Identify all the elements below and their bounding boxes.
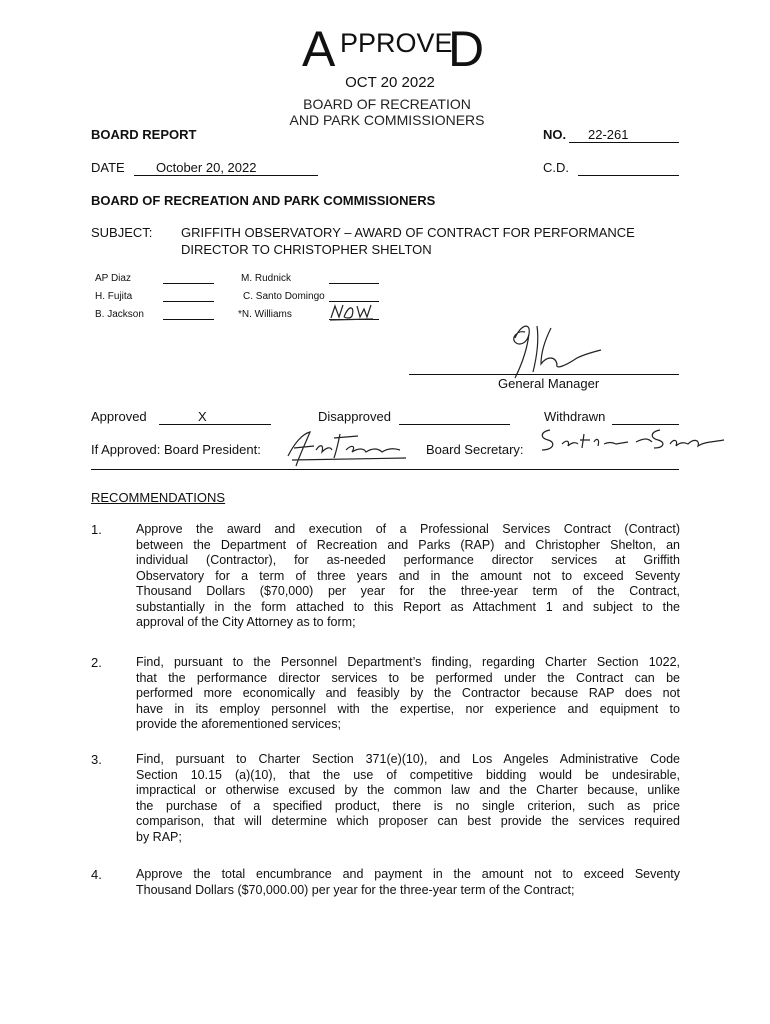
cd-label: C.D. (543, 160, 569, 175)
report-number-label: NO. (543, 127, 567, 142)
text-line: Observatory for a term of three years and in the amount not to exceed Seventy (136, 568, 680, 583)
commissioner-diaz-line (163, 272, 214, 284)
text-line: Approve the total encumbrance and payment in the amount not to exceed Seventy (136, 867, 680, 881)
approved-stamp (300, 22, 490, 76)
report-number-value (569, 127, 679, 143)
stamp-board-line2: AND PARK COMMISSIONERS (289, 112, 485, 128)
text-line: comparison, that will determine which proposer can best provide the services required (136, 814, 680, 828)
stamp-date: OCT 20 2022 (345, 74, 435, 91)
text-line: approval of the City Attorney as to form; (136, 615, 356, 629)
board-president-signature (280, 426, 420, 470)
recommendation-number: 1. (91, 522, 102, 537)
text-line: Thousand Dollars ($70,000.00) per year for the three-year term of the Contract; (136, 882, 575, 897)
subject-line-2: DIRECTOR TO CHRISTOPHER SHELTON (181, 242, 432, 257)
recommendation-number: 4. (91, 867, 102, 882)
text-line: provide the aforementioned services; (136, 717, 341, 731)
recommendation-number: 3. (91, 752, 102, 767)
text-line: Thousand Dollars ($70,000) per year for the three-year term of the Contract, (136, 584, 680, 598)
stamp-board-line1: BOARD OF RECREATION (303, 96, 471, 112)
text-line: Approve the award and execution of a Professional Services Contract (Contract) (136, 522, 680, 536)
date-label: DATE (91, 160, 125, 175)
signature-separator-line (91, 469, 679, 470)
recommendation-text (136, 655, 680, 733)
report-number-text: 22-261 (588, 127, 629, 142)
commissioner-fujita-line (163, 290, 214, 302)
commissioner-jackson: B. Jackson (95, 309, 144, 320)
commissioner-santo-domingo-line (329, 290, 379, 302)
approved-label: Approved (91, 409, 147, 424)
recommendation-text (136, 752, 680, 845)
recommendation-text (136, 522, 680, 631)
text-line: Find, pursuant to Charter Section 371(e)(10), and Los Angeles Administrative Code (136, 752, 680, 766)
text-line: Find, pursuant to the Personnel Department’s finding, regarding Charter Section 1022, (136, 655, 680, 669)
general-manager-label: General Manager (498, 376, 600, 391)
withdrawn-label: Withdrawn (544, 409, 606, 424)
recommendation-number: 2. (91, 655, 102, 670)
text-line: the purchase of a specified product, there is no single criterion, such as price (136, 798, 680, 813)
board-report-label: BOARD REPORT (91, 127, 197, 142)
commissioner-williams: *N. Williams (238, 309, 292, 320)
text-line: individual (Contractor), for as-needed performance director services at Griffith (136, 553, 680, 567)
disapproved-label: Disapproved (318, 409, 391, 424)
text-line: have in its employ personnel with the expertise, nor experience and equipment to (136, 701, 680, 716)
cd-value-field (578, 160, 679, 176)
subject-label: SUBJECT: (91, 225, 153, 240)
text-line: performed more economically and feasibly by the Contractor because RAP does not (136, 686, 680, 700)
commissioner-santo-domingo: C. Santo Domingo (243, 291, 325, 302)
approved-mark: X (198, 409, 207, 424)
board-secretary-signature (532, 424, 732, 460)
williams-initials-signature (327, 302, 379, 322)
subject-line-1: GRIFFITH OBSERVATORY – AWARD OF CONTRACT FOR PERFORMANCE (181, 225, 635, 240)
stamp-big-d: D (448, 21, 485, 77)
text-line: between the Department of Recreation and Parks (RAP) and Christopher Shelton, an (136, 537, 680, 552)
stamp-middle-word: PPROVE (340, 28, 453, 58)
recommendations-heading: RECOMMENDATIONS (91, 490, 226, 505)
text-line: Section 10.15 (a)(10), that the use of competitive bidding would be undesirable, (136, 767, 680, 782)
date-value: October 20, 2022 (156, 160, 257, 175)
approved-mark-field (159, 409, 271, 425)
withdrawn-field (612, 409, 679, 425)
board-president-label: If Approved: Board President: (91, 442, 261, 457)
recommendation-text (136, 867, 680, 898)
text-line: that the performance director services to be performed under the Contract can be (136, 670, 680, 685)
board-title: BOARD OF RECREATION AND PARK COMMISSIONERS (91, 193, 436, 208)
commissioner-fujita: H. Fujita (95, 291, 133, 302)
board-secretary-label: Board Secretary: (426, 442, 524, 457)
date-value-field (134, 160, 318, 176)
text-line: impractical or otherwise excused by the common law and the Charter because, unlike (136, 783, 680, 797)
general-manager-line (409, 366, 679, 375)
commissioner-rudnick: M. Rudnick (241, 273, 292, 284)
text-line: substantially in the form attached to this Report as Attachment 1 and subject to the (136, 599, 680, 614)
commissioner-rudnick-line (329, 272, 379, 284)
commissioner-jackson-line (163, 308, 214, 320)
disapproved-field (399, 409, 510, 425)
commissioner-diaz: AP Diaz (95, 273, 131, 284)
text-line: by RAP; (136, 829, 182, 844)
stamp-big-a: A (302, 21, 336, 77)
